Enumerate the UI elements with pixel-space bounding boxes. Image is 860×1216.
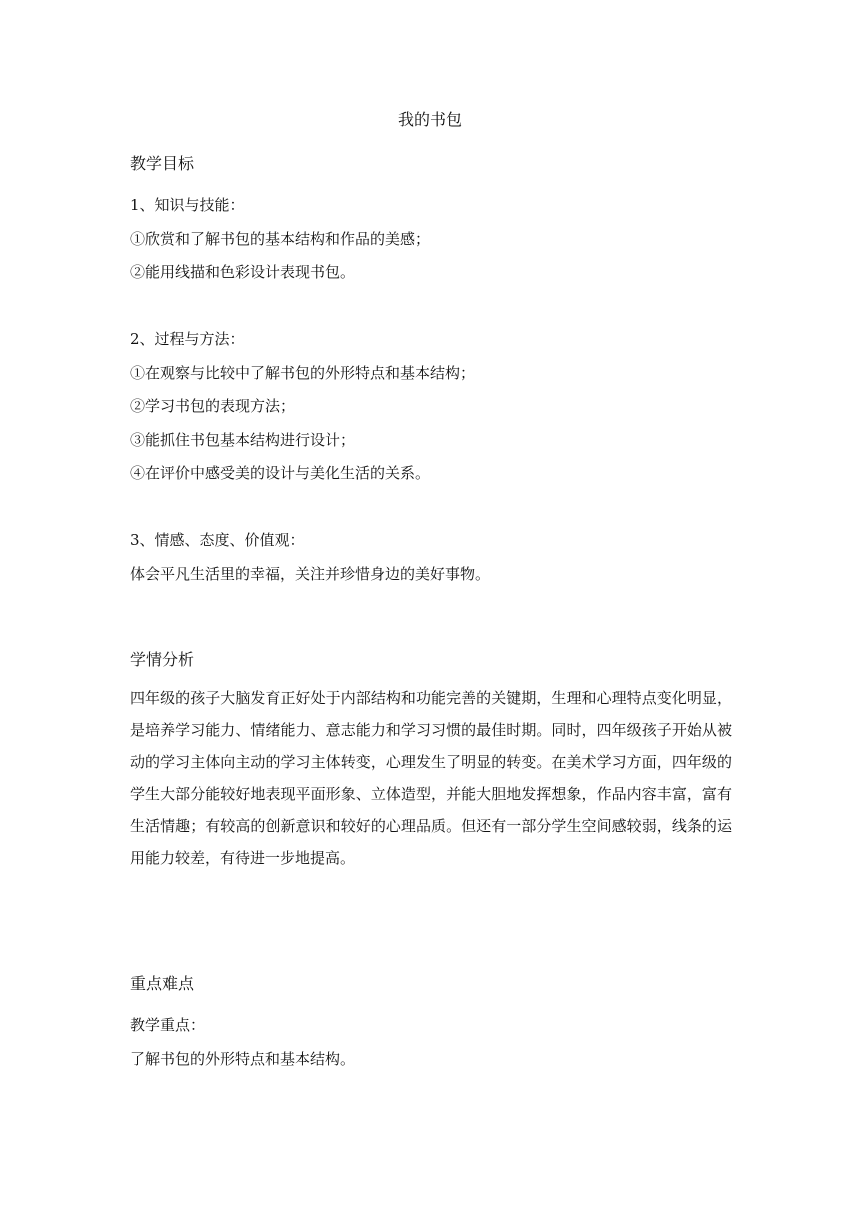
spacer	[130, 290, 732, 324]
page-title: 我的书包	[397, 110, 462, 129]
spacer	[130, 491, 732, 525]
key-points-body	[130, 1009, 732, 1076]
analysis-paragraph: 四年级的孩子大脑发育正好处于内部结构和功能完善的关键期，生理和心理特点变化明显，是培养学习能力、情绪能力、意志能力和学习习惯的最佳时期。同时，四年级孩子开始从被动的学习主体向主动的学习主体转变，心理发生了明显的转变。在美术学习方面，四年级的学生大部分能较好地表现平面形象、立体造型，并能大胆地发挥想象，作品内容丰富，富有生活情趣；有较高的创新意识和较好的心理品质。但还有一部分学生空间感较弱，线条的运用能力较差，有待进一步地提高。	[130, 689, 732, 867]
list-item: ②能用线描和色彩设计表现书包。	[130, 263, 356, 281]
key-points-text: 了解书包的外形特点和基本结构。	[130, 1049, 356, 1068]
list-item: ④在评价中感受美的设计与美化生活的关系。	[130, 464, 431, 482]
heading-key-points: 重点难点	[130, 974, 195, 993]
key-points-label: 教学重点：	[130, 1016, 206, 1034]
heading-analysis: 学情分析	[130, 650, 195, 669]
list-item: ③能抓住书包基本结构进行设计；	[130, 430, 356, 449]
list-item: ①欣赏和了解书包的基本结构和作品的美感；	[130, 229, 431, 248]
emotion-label: 3、情感、态度、价值观：	[130, 531, 305, 549]
objectives-body	[130, 189, 732, 591]
process-label: 2、过程与方法：	[130, 330, 245, 348]
list-item: 体会平凡生活里的幸福，关注并珍惜身边的美好事物。	[130, 564, 491, 583]
knowledge-label: 1、知识与技能：	[130, 196, 245, 214]
list-item: ①在观察与比较中了解书包的外形特点和基本结构；	[130, 363, 476, 382]
heading-objectives: 教学目标	[130, 154, 195, 173]
list-item: ②学习书包的表现方法；	[130, 397, 296, 415]
